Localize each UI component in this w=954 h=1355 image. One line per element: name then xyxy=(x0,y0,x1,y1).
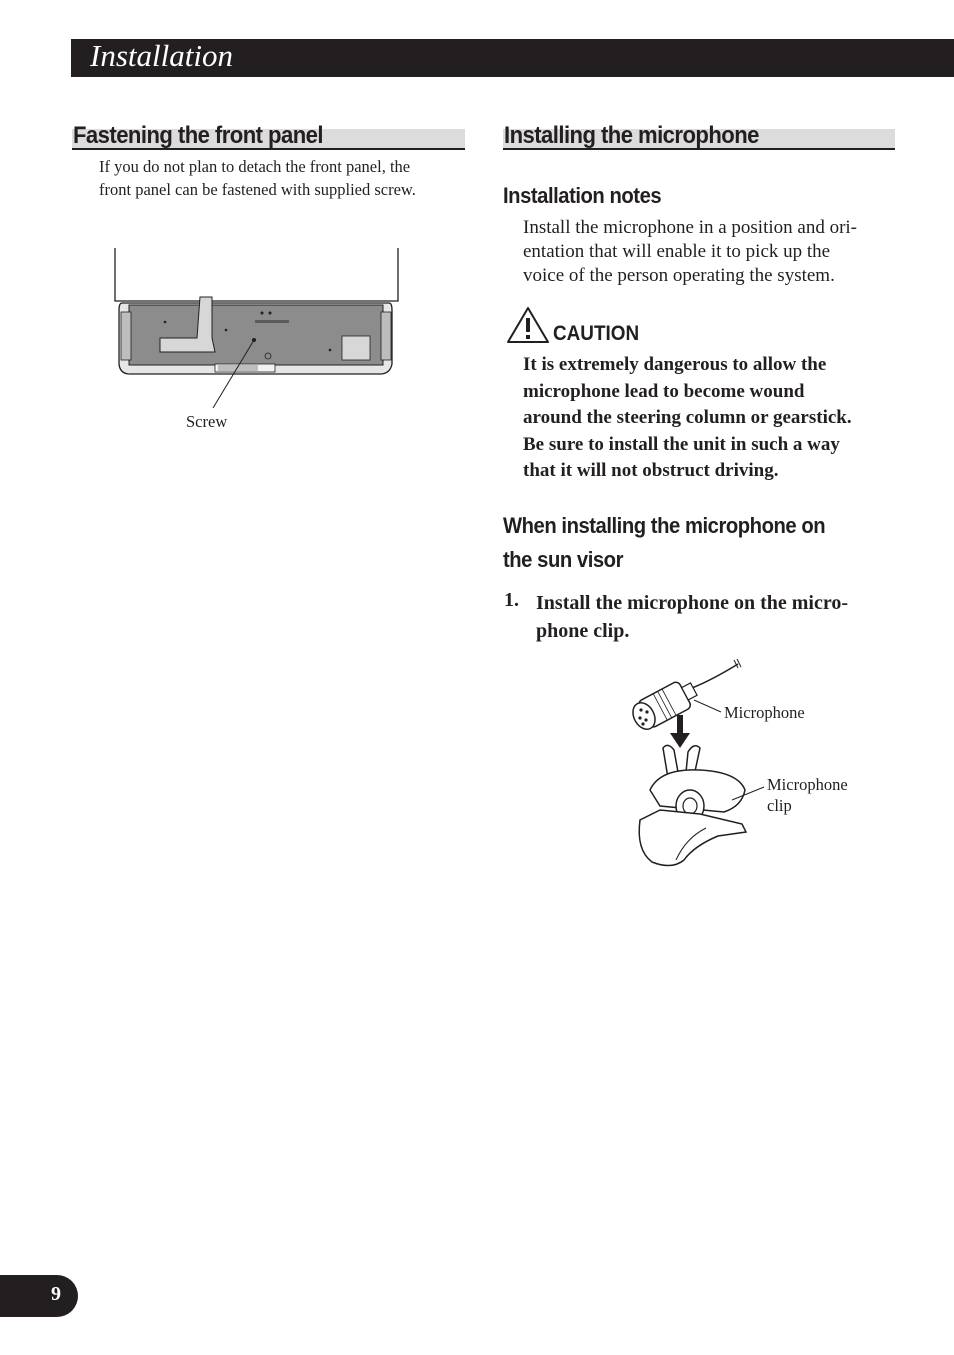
label-line: Microphone xyxy=(767,775,848,794)
sun-visor-heading xyxy=(503,509,825,577)
front-panel-paragraph xyxy=(99,155,459,201)
paragraph-line: If you do not plan to detach the front panel, the xyxy=(99,157,411,176)
microphone-label: Microphone xyxy=(724,703,805,722)
section-heading-front-panel xyxy=(72,122,465,150)
screw-label: Screw xyxy=(186,412,228,431)
installation-notes-heading: Installation notes xyxy=(503,183,662,208)
caution-line: It is extremely dangerous to allow the xyxy=(523,354,827,375)
section-title: Installing the microphone xyxy=(504,122,759,149)
page-number: 9 xyxy=(51,1283,61,1305)
section-heading-microphone xyxy=(503,122,895,150)
page-number-tab xyxy=(0,1275,78,1317)
caution-line: that it will not obstruct driving. xyxy=(523,460,779,481)
installation-notes-paragraph xyxy=(523,216,895,288)
caution-line: around the steering column or gearstick. xyxy=(523,407,852,428)
paragraph-line: entation that will enable it to pick up the xyxy=(523,241,831,262)
warning-triangle-icon xyxy=(506,306,550,344)
page-title: Installation xyxy=(90,38,233,73)
paragraph-line: front panel can be fastened with supplied screw. xyxy=(99,180,416,199)
caution-text xyxy=(523,352,895,485)
section-title: Fastening the front panel xyxy=(73,122,323,149)
caution-line: Be sure to install the unit in such a way xyxy=(523,433,840,455)
step-number: 1. xyxy=(504,589,519,611)
heading-line: When installing the microphone on xyxy=(503,513,826,538)
microphone-clip-label xyxy=(767,774,848,816)
step-text: Install the microphone on the micro-phone clip. xyxy=(536,592,849,642)
label-line: clip xyxy=(767,796,792,815)
caution-label: CAUTION xyxy=(553,322,640,345)
caution-line: microphone lead to become wound xyxy=(523,380,805,402)
paragraph-line: voice of the person operating the system. xyxy=(523,265,835,286)
header-bar xyxy=(71,39,954,77)
paragraph-line: Install the microphone in a position and ori- xyxy=(523,217,858,238)
heading-line: the sun visor xyxy=(503,547,623,572)
